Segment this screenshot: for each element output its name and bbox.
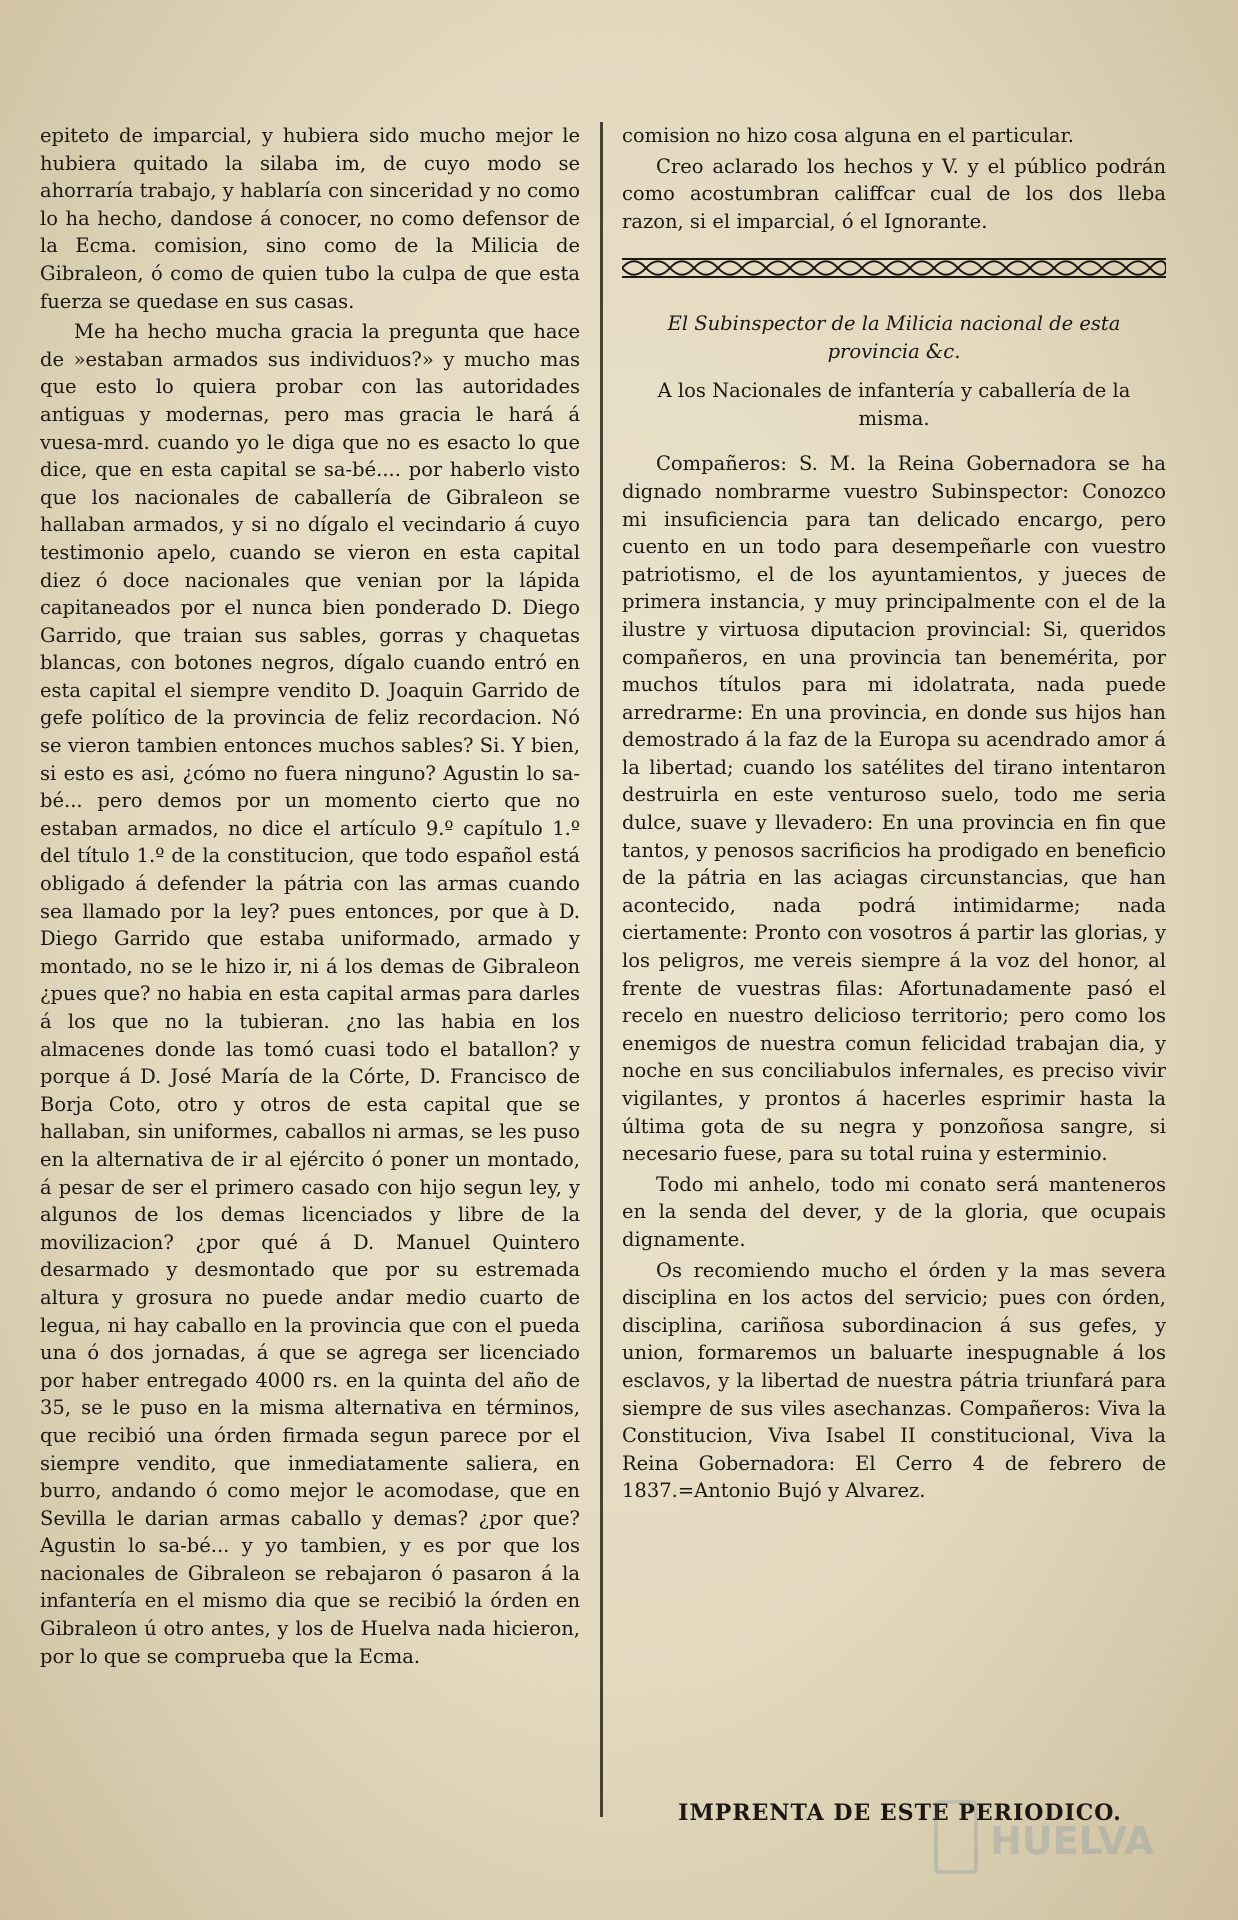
left-paragraph-1: epiteto de imparcial, y hubiera sido mucho mejor le hubiera quitado la silaba im, de cuyo modo se ahorraría trabajo, y hablaría con sinceridad y no como lo ha hecho, dandose á conocer, no como defensor de la Ecma. comision, sino como de la Milicia de Gibraleon, ó como de quien tubo la culpa de que esta fuerza se quedase en sus casas. bbox=[40, 124, 580, 313]
column-divider bbox=[600, 122, 603, 1817]
watermark-text: HUELVA bbox=[990, 1819, 1154, 1863]
proclamation-paragraph-2: Todo mi anhelo, todo mi conato será manteneros en la senda del dever, y de la gloria, que ocupais dignamente. bbox=[622, 1172, 1166, 1251]
proclamation-paragraph-1: Compañeros: S. M. la Reina Gobernadora se ha dignado nombrarme vuestro Subinspector: Conozco mi insuficiencia para tan delicado encargo, pero cuento en un todo para desempeñarle con vuestro patriotismo, el de los ayuntamientos, y jueces de primera instancia, y muy principalmente con el de la ilustre y virtuosa diputacion provincial: Si, queridos compañeros, en una provincia tan benemérita, por muchos títulos para mi idolatrata, nada puede arredrarme: En una provincia, en donde sus hijos han demostrado á la faz de la Europa su acendrado amor á la libertad; cuando los satélites del tirano intentaron destruirla en este venturoso suelo, todo me seria dulce, suave y llevadero: En una provincia en fin que tantos, y penosos sacrificios ha prodigado en beneficio de la pátria en las aciagas circunstancias, que han acontecido, nada podrá intimidarme; nada ciertamente: Pronto con vosotros á partir las glorias, y los peligros, me vereis siempre á la voz del honor, al frente de vuestras filas: Afortunadamente pasó el recelo en nuestro delicioso territorio; pero como los enemigos de nuestra comun felicidad trabajan dia, y noche en sus conciliabulos infernales, es preciso vivir vigilantes, y prontos á hacerles esprimir hasta la última gota de su negra y ponzoñosa sangre, si necesario fuese, para su total ruina y esterminio. bbox=[622, 452, 1166, 1166]
imprint-line: IMPRENTA DE ESTE PERIODICO. bbox=[678, 1800, 1122, 1826]
ornamental-rule-icon bbox=[622, 256, 1166, 280]
huelva-library-watermark-icon bbox=[930, 1792, 1170, 1882]
proclamation-paragraph-3: Os recomiendo mucho el órden y la mas severa disciplina en los actos del servicio; pues con órden, disciplina, cariñosa subordinacion á sus gefes, y union, formaremos un baluarte inespugnable á los esclavos, y la libertad de nuestra pátria triunfará para siempre de sus viles asechanzas. Compañeros: Viva la Constitucion, Viva Isabel II constitucional, Viva la Reina Gobernadora: El Cerro 4 de febrero de 1837.=Antonio Bujó y Alvarez. bbox=[622, 1258, 1166, 1503]
proclamation-subheading: A los Nacionales de infantería y caballería de la misma. bbox=[657, 379, 1131, 430]
proclamation-heading: El Subinspector de la Milicia nacional de esta provincia &c. bbox=[667, 311, 1121, 363]
right-column bbox=[622, 122, 1166, 1508]
left-paragraph-2: Me ha hecho mucha gracia la pregunta que hace de »estaban armados sus individuos?» y mucho mas que esto lo quiera probar con las autoridades antiguas y modernas, pero mas gracia le hará á vuesa-mrd. cuando yo le diga que no es esacto lo que dice, que en esta capital se sa-bé.... por haberlo visto que los nacionales de caballería de Gibraleon se hallaban armados, y si no dígalo el vecindario á cuyo testimonio apelo, cuando se vieron en esta capital diez ó doce nacionales que venian por la lápida capitaneados por el nunca bien ponderado D. Diego Garrido, que traian sus sables, gorras y chaquetas blancas, con botones negros, dígalo cuando entró en esta capital el siempre vendito D. Joaquin Garrido de gefe político de la provincia de feliz recordacion. Nó se vieron tambien entonces muchos sables? Si. Y bien, si esto es asi, ¿cómo no fuera ninguno? Agustin lo sa-bé... pero demos por un momento cierto que no estaban armados, no dice el artículo 9.º capítulo 1.º del título 1.º de la constitucion, que todo español está obligado á defender la pátria con las armas cuando sea llamado por la ley? pues entonces, por que à D. Diego Garrido que estaba uniformado, armado y montado, no se le hizo ir, ni á los demas de Gibraleon ¿pues que? no habia en esta capital armas para darles á los que no la tubieran. ¿no las habia en los almacenes donde las tomó cuasi todo el batallon? y porque á D. José María de la Córte, D. Francisco de Borja Coto, otro y otros de esta capital que se hallaban, sin uniformes, caballos ni armas, se les puso en la alternativa de ir al ejército ó poner un montado, á pesar de ser el primero casado con hijo segun ley, y algunos de los demas licenciados y libre de la movilizacion? ¿por qué á D. Manuel Quintero desarmado y desmontado que por su estremada altura y grosura no puede andar medio cuarto de legua, ni hay caballo en la provincia que con el pueda una ó dos jornadas, á que se agrega ser licenciado por haber entregado 4000 rs. en la quinta del año de 35, se le puso en la misma alternativa en términos, que recibió una órden firmada segun parece por el siempre vendito, que inmediatamente saliera, en burro, andando ó como mejor le acomodase, que en Sevilla le darian armas caballo y demas? ¿por que? Agustin lo sa-bé... y yo tambien, y es por que los nacionales de Gibraleon se rebajaron ó pasaron á la infantería en el mismo dia que se recibió la órden en Gibraleon ú otro antes, y los de Huelva nada hicieron, por lo que se comprueba que la Ecma. bbox=[40, 320, 580, 1668]
right-intro-2: Creo aclarado los hechos y V. y el público podrán como acostumbran califfcar cual de los dos lleba razon, si el imparcial, ó el Ignorante. bbox=[622, 154, 1166, 233]
left-column bbox=[40, 122, 580, 1673]
right-intro-1: comision no hizo cosa alguna en el particular. bbox=[622, 124, 1074, 147]
